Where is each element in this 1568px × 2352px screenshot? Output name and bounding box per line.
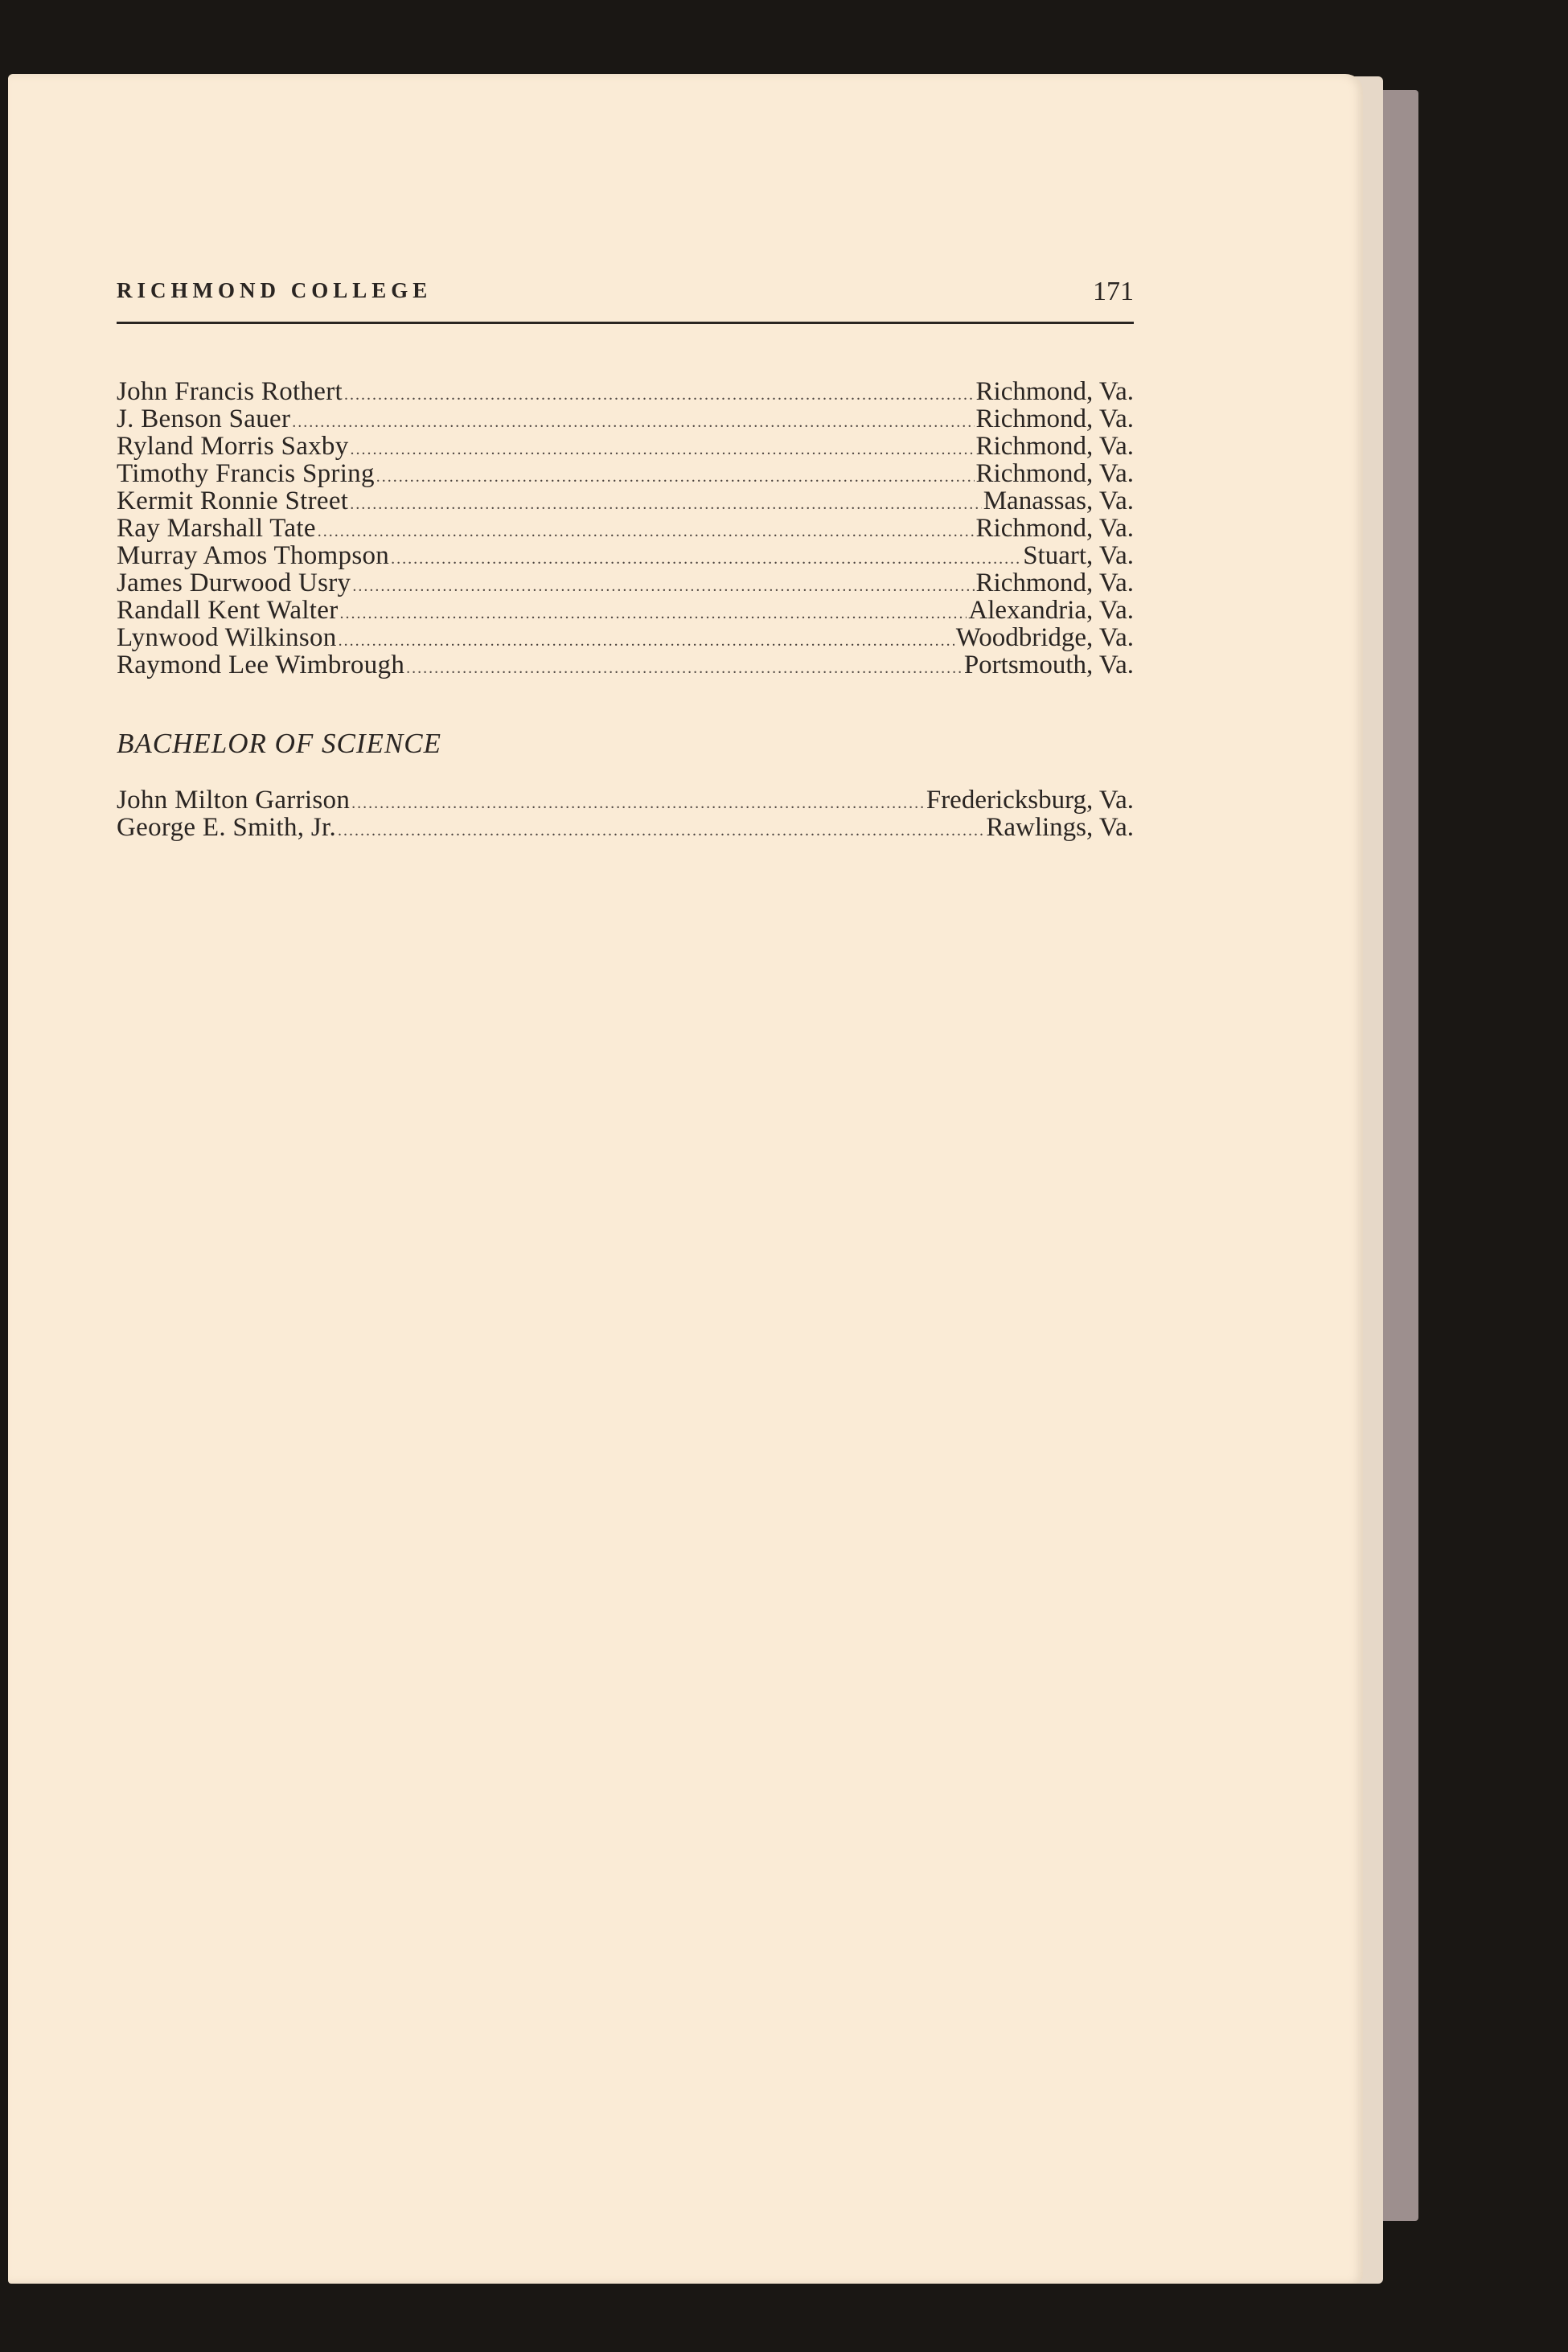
- graduate-list: [117, 378, 1134, 679]
- running-header: [117, 273, 1134, 324]
- list-item: [117, 814, 1134, 841]
- list-item: [117, 405, 1134, 433]
- running-title: RICHMOND COLLEGE: [117, 278, 433, 302]
- dot-leader: [391, 545, 1021, 573]
- dot-leader: [350, 491, 981, 518]
- list-item: [117, 624, 1134, 651]
- graduate-name: Ryland Morris Saxby: [117, 432, 349, 461]
- graduate-name: Kermit Ronnie Street: [117, 486, 349, 515]
- dot-leader: [340, 600, 967, 627]
- hometown: Richmond, Va.: [975, 377, 1134, 406]
- hometown: Manassas, Va.: [983, 486, 1134, 515]
- dot-leader: [339, 627, 954, 655]
- hometown: Richmond, Va.: [975, 569, 1134, 597]
- hometown: Alexandria, Va.: [968, 596, 1134, 625]
- hometown: Richmond, Va.: [975, 514, 1134, 543]
- dot-leader: [352, 573, 974, 600]
- list-item: [117, 515, 1134, 542]
- graduate-name: John Francis Rothert: [117, 377, 343, 406]
- list-item: [117, 460, 1134, 487]
- hometown: Woodbridge, Va.: [955, 623, 1134, 652]
- list-item: [117, 487, 1134, 515]
- list-item: [117, 433, 1134, 460]
- list-item: [117, 378, 1134, 405]
- hometown: Richmond, Va.: [975, 404, 1134, 433]
- graduate-name: George E. Smith, Jr.: [117, 813, 337, 842]
- page-number: 171: [1093, 277, 1134, 306]
- list-item: [117, 651, 1134, 679]
- dot-leader: [344, 381, 975, 408]
- hometown: Fredericksburg, Va.: [926, 786, 1134, 815]
- graduate-name: James Durwood Usry: [117, 569, 351, 597]
- list-item: [117, 597, 1134, 624]
- dot-leader: [292, 408, 974, 436]
- graduate-name: Raymond Lee Wimbrough: [117, 651, 405, 679]
- graduate-name: Lynwood Wilkinson: [117, 623, 337, 652]
- hometown: Stuart, Va.: [1023, 541, 1134, 570]
- graduate-name: J. Benson Sauer: [117, 404, 291, 433]
- bachelor-of-science-list: [117, 786, 1134, 841]
- dot-leader: [318, 518, 975, 545]
- hometown: Richmond, Va.: [975, 432, 1134, 461]
- hometown: Richmond, Va.: [975, 459, 1134, 488]
- list-item: [117, 786, 1134, 814]
- graduate-name: Randall Kent Walter: [117, 596, 339, 625]
- dot-leader: [338, 817, 984, 844]
- graduate-name: Timothy Francis Spring: [117, 459, 375, 488]
- dot-leader: [351, 436, 975, 463]
- hometown: Portsmouth, Va.: [963, 651, 1134, 679]
- hometown: Rawlings, Va.: [986, 813, 1134, 842]
- dot-leader: [351, 790, 925, 817]
- dot-leader: [376, 463, 975, 491]
- list-item: [117, 569, 1134, 597]
- graduate-name: John Milton Garrison: [117, 786, 351, 815]
- dot-leader: [406, 655, 963, 682]
- graduate-name: Ray Marshall Tate: [117, 514, 316, 543]
- list-item: [117, 542, 1134, 569]
- graduate-name: Murray Amos Thompson: [117, 541, 390, 570]
- section-heading: BACHELOR OF SCIENCE: [117, 728, 441, 759]
